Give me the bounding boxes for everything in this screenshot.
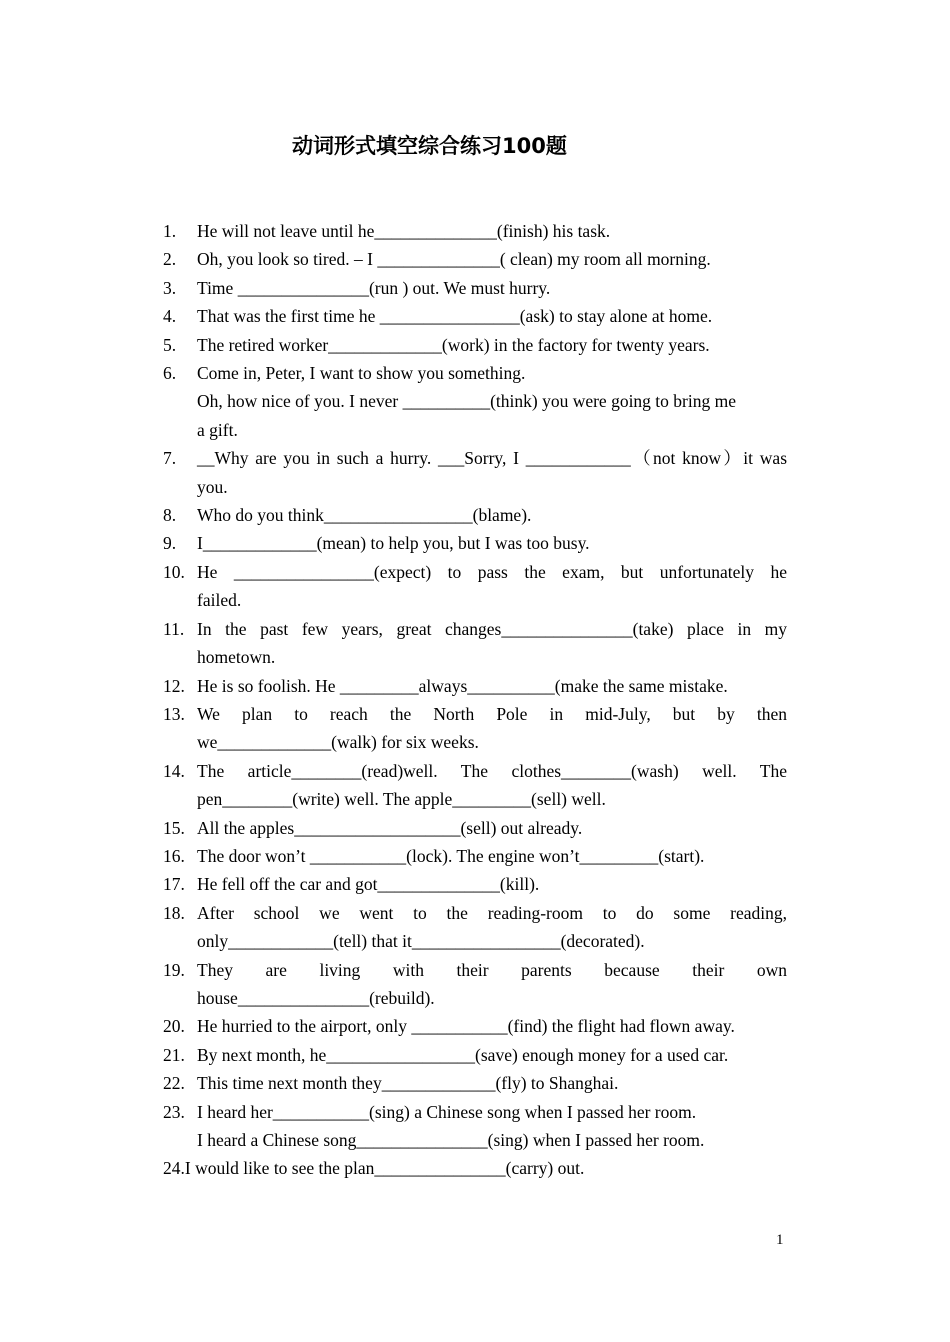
exercise-text-line: All the apples___________________(sell) out already. xyxy=(197,817,583,838)
exercise-text-line: By next month, he_________________(save) enough money for a used car. xyxy=(197,1044,729,1065)
exercise-item xyxy=(163,359,787,444)
exercise-item xyxy=(163,1098,787,1155)
exercise-text-line: He is so foolish. He _________always__________(make the same mistake. xyxy=(197,675,728,696)
exercise-text-line: We plan to reach the North Pole in mid-July, but by then xyxy=(197,703,787,724)
exercise-item xyxy=(163,700,787,757)
exercise-number: 9. xyxy=(163,533,177,554)
exercise-text-line: The article________(read)well. The clothes________(wash) well. The xyxy=(197,760,787,781)
exercise-number: 4. xyxy=(163,306,177,327)
exercise-text-line: Oh, you look so tired. – I ______________( clean) my room all morning. xyxy=(197,249,711,270)
exercise-number: 8. xyxy=(163,505,177,526)
exercise-text-line: house_______________(rebuild). xyxy=(197,987,435,1008)
exercise-item xyxy=(163,672,787,700)
exercise-item xyxy=(163,899,787,956)
exercise-item xyxy=(163,1154,787,1182)
exercise-text-line: He hurried to the airport, only ___________(find) the flight had flown away. xyxy=(197,1016,735,1037)
exercise-text-line: I heard her___________(sing) a Chinese song when I passed her room. xyxy=(197,1101,697,1122)
exercise-item xyxy=(163,558,787,615)
exercise-number: 13. xyxy=(163,703,185,724)
exercise-number: 22. xyxy=(163,1073,185,1094)
exercise-text-line: They are living with their parents because their own xyxy=(197,959,787,980)
exercise-text-line: Oh, how nice of you. I never __________(think) you were going to bring me xyxy=(197,391,736,412)
exercise-item xyxy=(163,870,787,898)
exercise-item xyxy=(163,1069,787,1097)
exercise-text-line: I heard a Chinese song_______________(sing) when I passed her room. xyxy=(197,1130,705,1150)
exercise-text-line: pen________(write) well. The apple_________(sell) well. xyxy=(197,789,606,810)
exercise-number: 5. xyxy=(163,334,177,355)
exercise-number: 15. xyxy=(163,817,185,838)
exercise-item xyxy=(163,757,787,814)
exercise-item xyxy=(163,956,787,1013)
exercise-text-line: He ________________(expect) to pass the exam, but unfortunately he xyxy=(197,561,787,582)
exercise-text-line: The door won’t ___________(lock). The engine won’t_________(start). xyxy=(197,845,705,866)
exercise-text-line: This time next month they_____________(fly) to Shanghai. xyxy=(197,1073,619,1094)
exercise-number: 17. xyxy=(163,874,185,895)
exercise-text-line: Come in, Peter, I want to show you something. xyxy=(197,363,526,384)
page-number: 1 xyxy=(776,1232,784,1248)
exercise-number: 23. xyxy=(163,1101,185,1122)
exercise-text-line: In the past few years, great changes_______________(take) place in my xyxy=(197,618,787,639)
exercise-item xyxy=(163,331,787,359)
exercise-number: 7. xyxy=(163,448,177,469)
exercise-item xyxy=(163,529,787,557)
exercise-text-line: Time _______________(run ) out. We must hurry. xyxy=(197,277,551,298)
exercise-number: 3. xyxy=(163,277,177,298)
exercise-text-line: hometown. xyxy=(197,647,276,668)
exercise-number: 21. xyxy=(163,1044,185,1065)
exercise-number: 18. xyxy=(163,902,185,923)
exercise-number: 2. xyxy=(163,249,177,270)
exercise-item xyxy=(163,217,787,245)
page-title: 动词形式填空综合练习100题 xyxy=(292,134,567,158)
exercise-number: 10. xyxy=(163,561,185,582)
exercise-text-line: He fell off the car and got______________(kill). xyxy=(197,874,540,895)
exercise-text-line: Who do you think_________________(blame). xyxy=(197,505,532,526)
exercise-text-line: a gift. xyxy=(197,419,238,440)
exercise-text-line: I_____________(mean) to help you, but I was too busy. xyxy=(197,533,590,554)
exercise-item xyxy=(163,1041,787,1069)
exercise-item xyxy=(163,501,787,529)
exercise-text-line: After school we went to the reading-room to do some reading, xyxy=(197,902,787,923)
exercise-item xyxy=(163,302,787,330)
exercise-number: 11. xyxy=(163,618,185,639)
exercise-number: 19. xyxy=(163,959,185,980)
exercise-item xyxy=(163,274,787,302)
exercise-number: 14. xyxy=(163,760,185,781)
exercise-item xyxy=(163,615,787,672)
exercise-number: 16. xyxy=(163,845,185,866)
exercise-number: 1. xyxy=(163,221,177,241)
exercise-item xyxy=(163,245,787,273)
exercise-number: 12. xyxy=(163,675,185,696)
exercise-list xyxy=(163,217,787,1183)
exercise-number: 6. xyxy=(163,363,177,384)
exercise-text-line: He will not leave until he______________(finish) his task. xyxy=(197,221,611,241)
exercise-text-line: 24.I would like to see the plan_______________(carry) out. xyxy=(163,1158,585,1179)
exercise-text-line: That was the first time he ________________(ask) to stay alone at home. xyxy=(197,306,713,327)
exercise-text-line: The retired worker_____________(work) in the factory for twenty years. xyxy=(197,334,710,355)
exercise-item xyxy=(163,1012,787,1040)
exercise-item xyxy=(163,814,787,842)
exercise-text-line: only____________(tell) that it_________________(decorated). xyxy=(197,931,645,952)
exercise-text-line: you. xyxy=(197,476,228,497)
exercise-item xyxy=(163,842,787,870)
exercise-text-line: __Why are you in such a hurry. ___Sorry, I ____________（not know）it was xyxy=(197,448,787,469)
exercise-text-line: we_____________(walk) for six weeks. xyxy=(197,732,479,753)
exercise-item xyxy=(163,444,787,501)
exercise-number: 20. xyxy=(163,1016,185,1037)
exercise-text-line: failed. xyxy=(197,590,242,611)
